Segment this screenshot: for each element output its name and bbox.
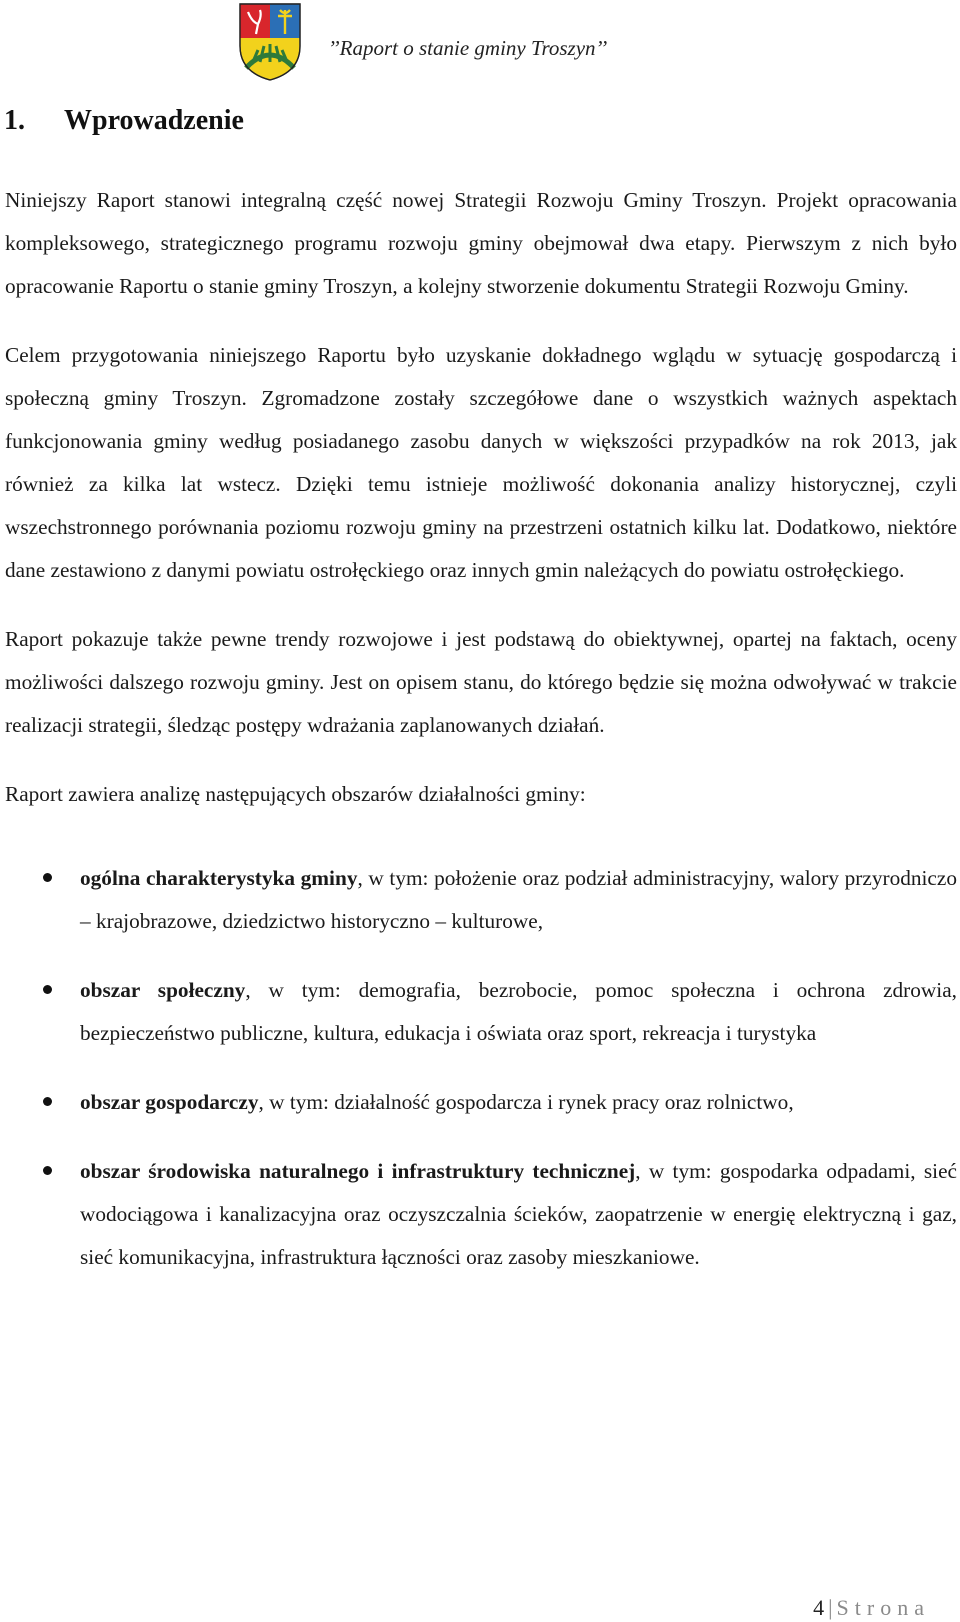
paragraph-purpose: Celem przygotowania niniejszego Raportu było uzyskanie dokładnego wglądu w sytuację gospodarczą i społeczną gminy Troszyn. Zgromadzone zostały szczegółowe dane o wszystkich ważnych aspektach funkcjonowania gminy według posiadanego zasobu danych w większości przypadków na rok 2013, jak również za kilka lat wstecz. Dzięki temu istnieje możliwość dokonania analizy historycznej, czyli wszechstronnego porównania poziomu rozwoju gminy na przestrzeni ostatnich kilku lat. Dodatkowo, niektóre dane zestawiono z danymi powiatu ostrołęckiego oraz innych gmin należących do powiatu ostrołęckiego. xyxy=(5,343,957,582)
list-item-bold: ogólna charakterystyka gminy xyxy=(80,866,358,890)
list-item xyxy=(5,1081,957,1124)
list-item-text: , w tym: gospodarka odpadami, sieć wodociągowa i kanalizacyjna oraz oczyszczalnia ścieków, zaopatrzenie w energię elektryczną i gaz, sieć komunikacyjna, infrastruktura łączności oraz zasoby mieszkaniowe. xyxy=(80,1159,958,1269)
paragraph-intro: Niniejszy Raport stanowi integralną część nowej Strategii Rozwoju Gminy Troszyn. Projekt opracowania kompleksowego, strategicznego programu rozwoju gminy obejmował dwa etapy. Pierwszym z nich było opracowanie Raportu o stanie gminy Troszyn, a kolejny stworzenie dokumentu Strategii Rozwoju Gminy. xyxy=(5,188,957,298)
list-item-bold: obszar społeczny xyxy=(80,978,246,1002)
gmina-troszyn-crest-icon xyxy=(236,2,304,82)
section-heading xyxy=(4,105,244,137)
list-item xyxy=(5,1150,957,1279)
paragraph-trends: Raport pokazuje także pewne trendy rozwojowe i jest podstawą do obiektywnej, opartej na faktach, oceny możliwości dalszego rozwoju gminy. Jest on opisem stanu, do którego będzie się można odwoływać w trakcie realizacji strategii, śledząc postępy wdrażania zaplanowanych działań. xyxy=(5,627,957,737)
paragraph-areas-lead: Raport zawiera analizę następujących obszarów działalności gminy: xyxy=(5,782,586,806)
areas-list xyxy=(5,857,957,1279)
list-item xyxy=(5,969,957,1055)
document-body xyxy=(5,179,957,1305)
page-header xyxy=(0,0,960,90)
list-item-text: , w tym: demografia, bezrobocie, pomoc społeczna i ochrona zdrowia, bezpieczeństwo publiczne, kultura, edukacja i oświata oraz sport, rekreacja i turystyka xyxy=(80,978,957,1045)
footer-separator: | xyxy=(828,1595,833,1620)
footer-label: Strona xyxy=(836,1595,930,1620)
list-item-bold: obszar gospodarczy xyxy=(80,1090,259,1114)
page-number: 4 xyxy=(813,1595,825,1620)
list-item xyxy=(5,857,957,943)
report-title: ’’Raport o stanie gminy Troszyn’’ xyxy=(328,36,608,60)
list-item-text: , w tym: działalność gospodarcza i rynek pracy oraz rolnictwo, xyxy=(258,1090,794,1114)
page-footer xyxy=(813,1595,930,1621)
list-item-text: , w tym: położenie oraz podział administracyjny, walory przyrodniczo – krajobrazowe, dziedzictwo historyczno – kulturowe, xyxy=(80,866,957,933)
section-number: 1. xyxy=(4,105,25,136)
section-title: Wprowadzenie xyxy=(64,105,244,136)
list-item-bold: obszar środowiska naturalnego i infrastruktury technicznej xyxy=(80,1159,636,1183)
